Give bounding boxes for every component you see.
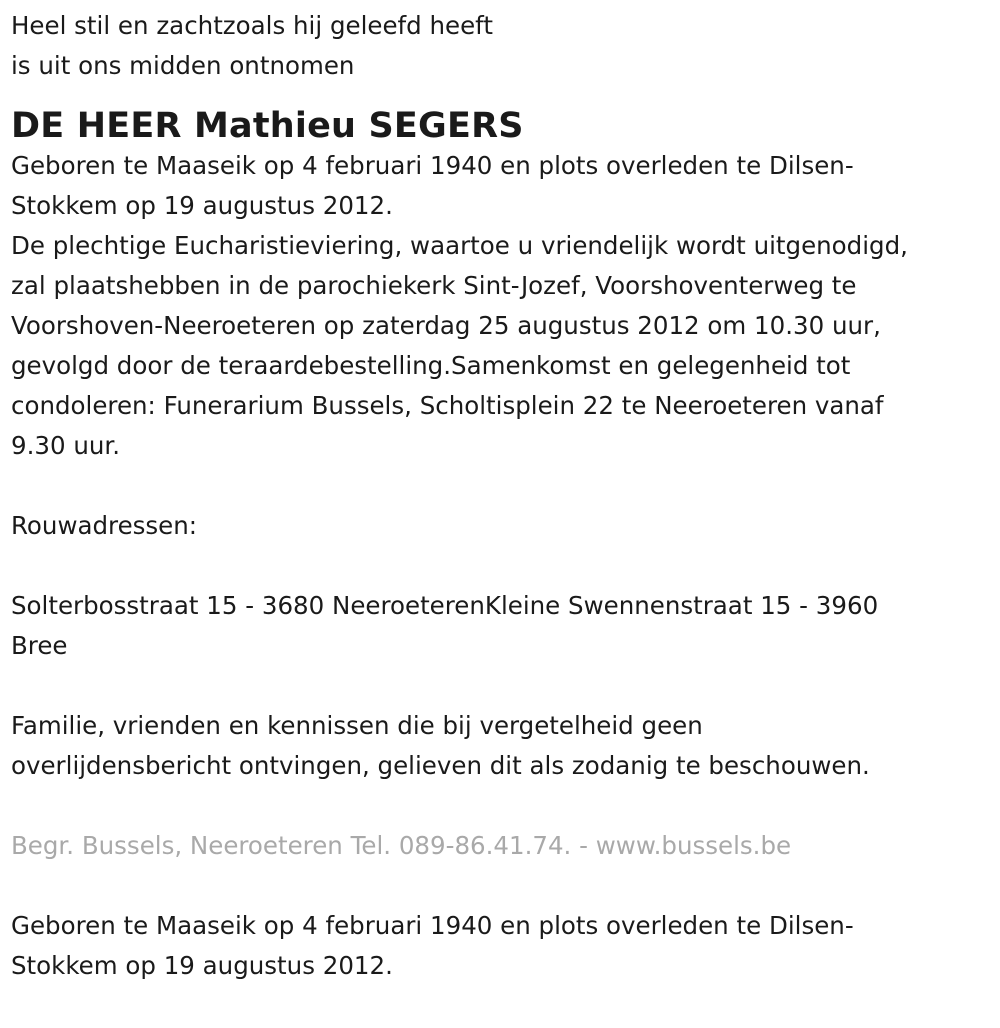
notice-line-2: overlijdensbericht ontvingen, gelieven dit als zodanig te beschouwen. xyxy=(11,751,870,780)
deceased-name: DE HEER Mathieu SEGERS xyxy=(11,106,524,146)
ceremony-line-1: De plechtige Eucharistieviering, waartoe u vriendelijk wordt uitgenodigd, xyxy=(11,231,908,260)
undertaker-contact: Begr. Bussels, Neeroeteren Tel. 089-86.41.74. - www.bussels.be xyxy=(11,831,792,860)
ceremony-line-4: gevolgd door de teraardebestelling.Samenkomst en gelegenheid tot xyxy=(11,351,851,380)
ceremony-line-5: condoleren: Funerarium Bussels, Scholtisplein 22 te Neeroeteren vanaf xyxy=(11,391,884,420)
ceremony-line-3: Voorshoven-Neeroeteren op zaterdag 25 augustus 2012 om 10.30 uur, xyxy=(11,311,881,340)
intro-line-2: is uit ons midden ontnomen xyxy=(11,51,355,80)
address-line-1: Solterbosstraat 15 - 3680 NeeroeterenKleine Swennenstraat 15 - 3960 xyxy=(11,591,879,620)
spacer xyxy=(11,466,990,506)
spacer xyxy=(11,866,990,906)
repeat-birth-line-1: Geboren te Maaseik op 4 februari 1940 en plots overleden te Dilsen- xyxy=(11,911,854,940)
spacer xyxy=(11,546,990,586)
spacer xyxy=(11,786,990,826)
address-line-2: Bree xyxy=(11,631,68,660)
ceremony-line-6: 9.30 uur. xyxy=(11,431,121,460)
birth-line-1: Geboren te Maaseik op 4 februari 1940 en plots overleden te Dilsen- xyxy=(11,151,854,180)
ceremony-line-2: zal plaatshebben in de parochiekerk Sint-Jozef, Voorshoventerweg te xyxy=(11,271,857,300)
addresses-label: Rouwadressen: xyxy=(11,511,198,540)
intro-line-1: Heel stil en zachtzoals hij geleefd heeft xyxy=(11,11,493,40)
birth-line-2: Stokkem op 19 augustus 2012. xyxy=(11,191,393,220)
repeat-birth-line-2: Stokkem op 19 augustus 2012. xyxy=(11,951,393,980)
notice-line-1: Familie, vrienden en kennissen die bij vergetelheid geen xyxy=(11,711,703,740)
spacer xyxy=(11,666,990,706)
